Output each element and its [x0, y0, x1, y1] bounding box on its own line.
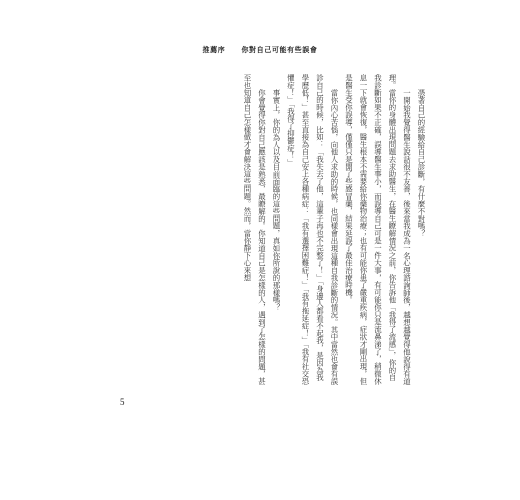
header-subtitle: 你對自己可能有些誤會: [241, 46, 318, 54]
header-section-label: 推薦序: [202, 46, 226, 54]
paragraph: 事實上，你的為人以及目前面臨的這些問題，真如你所說的那樣嗎？: [272, 88, 281, 311]
paragraph: 你會覺得你對自己應該是熟悉，最瞭解的。你知道自己是怎樣的人，遇到了怎樣的問題，甚至也知道自己怎樣做才會解決這些問題。然而，當你靜下心來想: [243, 74, 267, 385]
page-number: 5: [120, 397, 125, 407]
body-text: [118, 74, 428, 388]
paragraph: 當你內心苦惱，向他人求助的時候，也同樣會出現這種自我診斷的情況。其中當然也會有誤診自己的時候，比如：「我失去了他，這輩子再也不完整了！」「身邊人都看不起我，是因為我學歷低！」甚至直接為自己安上各種病症：「我有選擇困難症！」「我有拖延症！」「我有社交恐懼症！」「我得了抑鬱症！」: [286, 74, 339, 385]
paragraph: 一開始我覺得醫生說話很不友善，後來當我成為一名心理諮詢師後，越想越覺得他說得有道理。當你的身體出現問題去求助醫生，在醫生瞭解情況之前，你告訴他「我得了流感」，你的自我診斷如果不正確，誤導醫生事小，而誤導自己可是一件大事，有可能你只是流鼻涕了，稍微休息一下就會恢復，醫生根本不需要給你藥物治療；也有可能你患了嚴重疾病，症狀才剛出現，但是醫生受你誤導，僅僅只是開了些感冒藥，結果延誤了最佳治療時機。: [344, 74, 412, 385]
paragraph: 憑著自己的經驗給自己診斷，有什麼不對嗎？: [417, 88, 426, 237]
running-header: [0, 45, 520, 55]
